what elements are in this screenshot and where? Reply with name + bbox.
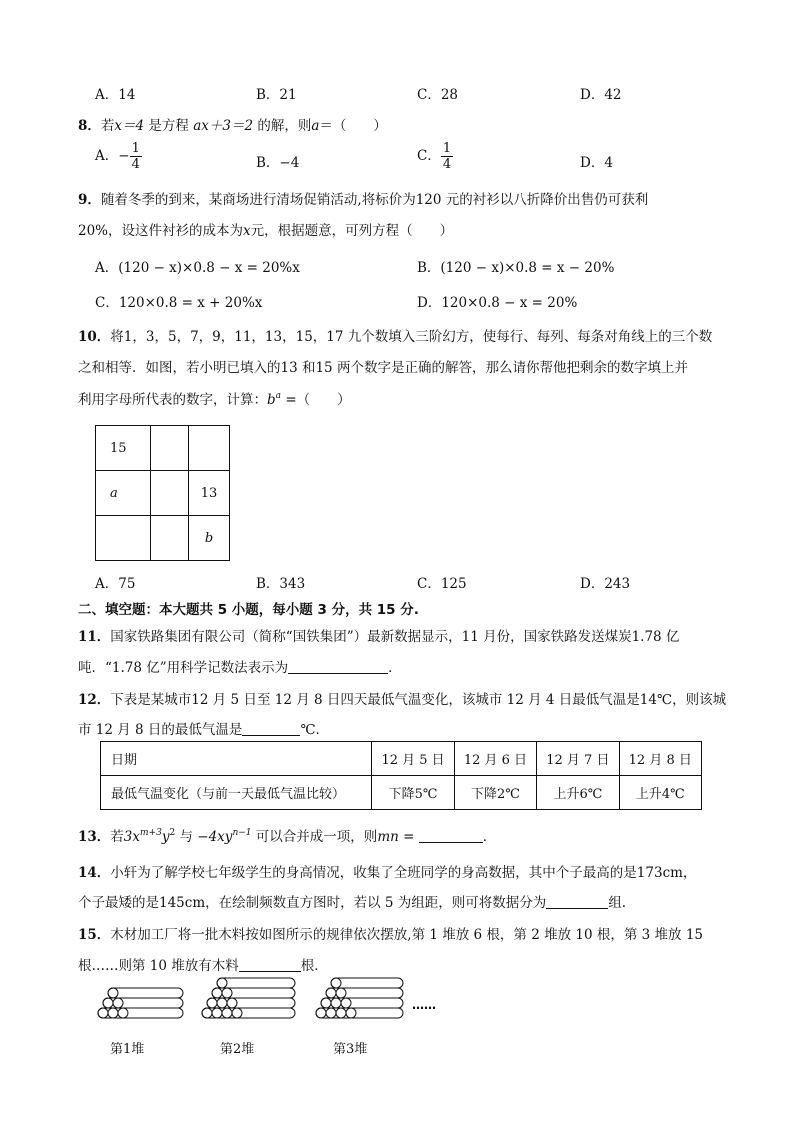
- log-end: [212, 988, 222, 998]
- q9-text-1: 随着冬季的到来，某商场进行清场促销活动,将标价为120 元的衬衫以八折降价出售仍可获利: [100, 192, 649, 208]
- q9-var: x: [243, 223, 251, 239]
- q7-option-d: D．42: [580, 87, 622, 103]
- q12-text-end: ℃．: [300, 722, 330, 738]
- log: [212, 988, 295, 998]
- q10-line-2: 之和相等．如图，若小明已填入的13 和15 两个数字是正确的解答，那么请你帮他把剩余的数字填上并: [78, 360, 688, 376]
- q8-option-c-prefix: C．: [417, 148, 441, 164]
- log-end: [227, 998, 237, 1008]
- q11-answer-blank[interactable]: [288, 661, 388, 674]
- q8-option-c-fraction: [441, 141, 453, 172]
- q12-text-1: 下表是某城市12 月 5 日至 12 月 8 日四天最低气温变化，该城市 12 月 4 日最低气温是14℃，则该城: [110, 692, 727, 708]
- q13-mn: mn: [377, 829, 399, 845]
- log: [108, 988, 183, 998]
- q11-line-2: [78, 656, 402, 676]
- q8-c-numerator: 1: [442, 141, 452, 156]
- log: [202, 1008, 295, 1018]
- log-end: [222, 1008, 232, 1018]
- q9-option-d: D．120×0.8 − x = 20%: [417, 295, 578, 311]
- log-end: [341, 998, 351, 1008]
- q13-number: 13．: [78, 829, 111, 845]
- log-end: [108, 988, 118, 998]
- log: [331, 978, 403, 988]
- q14-answer-blank[interactable]: [546, 896, 608, 909]
- log-end: [331, 978, 341, 988]
- q10-expr-exponent: a: [275, 391, 282, 401]
- q8-text-pre: 若: [100, 118, 115, 134]
- log: [207, 998, 295, 1008]
- q14-text-2: 个子最矮的是145cm，在绘制频数直方图时，若以 5 为组距，则可将数据分为: [78, 895, 547, 911]
- log-end: [207, 998, 217, 1008]
- q13-answer-blank[interactable]: [419, 830, 483, 843]
- log-pile-3: [316, 978, 403, 1018]
- temperature-table-header-cell: 日期: [101, 742, 372, 776]
- log: [217, 978, 295, 988]
- q8-var: a: [311, 118, 320, 134]
- q10-option-a: A．75: [95, 576, 136, 592]
- q10-option-c: C．125: [417, 576, 467, 592]
- log-pile-1: [98, 988, 183, 1018]
- q9-line-1: [78, 188, 648, 208]
- section-2-heading: 二、填空题：本大题共 5 小题，每小题 3 分，共 15 分.: [78, 602, 419, 618]
- q9-option-b: B．(120 − x)×0.8 = x − 20%: [417, 260, 615, 276]
- q12-answer-blank[interactable]: [242, 723, 300, 736]
- q13-term-1: 3x: [123, 829, 140, 845]
- log-end: [108, 1008, 118, 1018]
- continuation-dots: ……: [412, 998, 436, 1012]
- log-end: [326, 1008, 336, 1018]
- log-end: [326, 988, 336, 998]
- log-end: [212, 1008, 222, 1018]
- temperature-table-header-cell: 12 月 6 日: [454, 742, 536, 776]
- q13-pre: 若: [110, 829, 124, 845]
- log-end: [336, 988, 346, 998]
- q8-c-denominator: 4: [442, 157, 452, 172]
- q8-a-numerator: 1: [131, 141, 140, 156]
- q15-line-1: [78, 923, 703, 943]
- q14-number: 14．: [78, 865, 111, 881]
- log-end: [202, 1008, 212, 1018]
- q10-line-1: [78, 325, 712, 345]
- log-end: [113, 998, 123, 1008]
- temperature-table-header-cell: 12 月 8 日: [619, 742, 701, 776]
- log-end: [232, 1008, 242, 1018]
- log-end: [331, 998, 341, 1008]
- log-end: [118, 1008, 128, 1018]
- q9-text-2a: 20%，设这件衬衫的成本为: [78, 223, 244, 239]
- magic-square-cell: [150, 516, 188, 561]
- log-end: [98, 1008, 108, 1018]
- magic-square-cell: 13: [189, 471, 230, 516]
- magic-square-cell: 15: [96, 426, 151, 471]
- q11-text-end: ．: [388, 660, 402, 676]
- q8-equation-2: ax＋3＝2: [193, 118, 254, 134]
- q8-text-mid: 是方程: [144, 118, 194, 134]
- q13-end-2: ．: [482, 829, 497, 845]
- q10-text-3: 利用字母所代表的数字，计算：: [78, 392, 267, 408]
- log-end: [336, 1008, 346, 1018]
- q10-line-3: [78, 388, 351, 408]
- q11-text-1: 国家铁路集团有限公司（简称“国铁集团”）最新数据显示，11 月份，国家铁路发送煤炭1.78 亿: [110, 629, 680, 645]
- q9-text-2b: 元，根据题意，可列方程（ ）: [250, 223, 454, 239]
- q12-number: 12．: [78, 692, 111, 708]
- q8-option-d: D．4: [580, 155, 613, 171]
- q14-line-2: [78, 891, 626, 911]
- log-end: [103, 998, 113, 1008]
- log-end: [217, 978, 227, 988]
- q8-stem: [78, 114, 387, 134]
- magic-square-cell: b: [189, 516, 230, 561]
- log-piles-figure: [90, 975, 450, 1045]
- magic-square-cell: [150, 471, 188, 516]
- q15-text-2: 根……则第 10 堆放有木料: [78, 958, 239, 974]
- q7-option-c: C．28: [417, 87, 459, 103]
- q7-option-a: A．14: [95, 87, 136, 103]
- q14-text-end: 组.: [608, 895, 627, 911]
- q11-line-1: [78, 625, 679, 645]
- log-end: [346, 1008, 356, 1018]
- temperature-table-cell: 下降5℃: [372, 776, 454, 810]
- magic-square-cell: [96, 516, 151, 561]
- q10-number: 10．: [78, 329, 111, 345]
- q14-line-1: [78, 861, 696, 881]
- q7-option-b: B．21: [256, 87, 297, 103]
- temperature-table-cell: 下降2℃: [454, 776, 536, 810]
- q13-mid: 与: [175, 829, 198, 845]
- pile-label-2: 第2堆: [220, 1042, 255, 1057]
- q13-term-1-exponent: m+3: [140, 828, 162, 838]
- log: [316, 1008, 403, 1018]
- temperature-table-header-cell: 12 月 7 日: [537, 742, 619, 776]
- magic-square: [95, 425, 230, 561]
- q15-number: 15．: [78, 927, 111, 943]
- temperature-table-cell: 上升6℃: [537, 776, 619, 810]
- pile-label-3: 第3堆: [333, 1042, 368, 1057]
- log-end: [217, 998, 227, 1008]
- q9-option-c: C．120×0.8 = x + 20%x: [95, 295, 263, 311]
- log-end: [222, 988, 232, 998]
- q8-equation-1: x＝4: [114, 118, 145, 134]
- q10-option-d: D．243: [580, 576, 631, 592]
- q12-text-2: 市 12 月 8 日的最低气温是: [78, 722, 243, 738]
- q13-term-1-y-exponent: 2: [169, 828, 176, 838]
- temperature-table-cell: 最低气温变化（与前一天最低气温比较）: [101, 776, 372, 810]
- q8-option-c: [417, 141, 453, 172]
- q9-option-a: A．(120 − x)×0.8 − x = 20%x: [95, 260, 300, 276]
- log-pile-2: [202, 978, 295, 1018]
- magic-square-cell: a: [96, 471, 151, 516]
- temperature-table-cell: 上升4℃: [619, 776, 701, 810]
- log-end: [321, 998, 331, 1008]
- q12-line-2: [78, 718, 329, 738]
- q10-expr-base: b: [267, 392, 276, 408]
- q8-option-a: [95, 141, 142, 172]
- q10-option-b: B．343: [256, 576, 306, 592]
- q10-expr-end: =（ ）: [281, 392, 351, 408]
- q8-number: 8．: [78, 118, 101, 134]
- log: [98, 1008, 183, 1018]
- q13-end: =: [398, 829, 419, 845]
- q11-number: 11．: [78, 629, 111, 645]
- q15-answer-blank[interactable]: [239, 959, 301, 972]
- temperature-table: [100, 741, 702, 810]
- log: [321, 998, 403, 1008]
- q10-text-1: 将1，3，5，7，9，11，13，15，17 九个数填入三阶幻方，使每行、每列、每条对角线上的三个数: [110, 329, 713, 345]
- q11-text-2: 吨．“1.78 亿”用科学记数法表示为: [78, 660, 289, 676]
- q8-a-denominator: 4: [131, 157, 140, 172]
- q8-option-a-prefix: A．−: [95, 148, 130, 164]
- q15-line-2: [78, 954, 328, 974]
- log-end: [316, 1008, 326, 1018]
- q9-line-2: [78, 219, 453, 239]
- q13-post: 可以合并成一项，则: [251, 829, 378, 845]
- magic-square-cell: [189, 426, 230, 471]
- q8-text-end: ＝（ ）: [319, 118, 387, 134]
- magic-square-cell: [150, 426, 188, 471]
- q15-text-end: 根．: [300, 958, 328, 974]
- temperature-table-header-cell: 12 月 5 日: [372, 742, 454, 776]
- q8-option-b: B．−4: [256, 155, 300, 171]
- pile-label-1: 第1堆: [110, 1042, 145, 1057]
- q9-number: 9．: [78, 192, 101, 208]
- q8-text-post: 的解，则: [253, 118, 312, 134]
- q14-text-1: 小轩为了解学校七年级学生的身高情况，收集了全班同学的身高数据，其中个子最高的是173cm，: [110, 865, 697, 881]
- q13-term-2: −4xy: [197, 829, 233, 845]
- q13-stem: [78, 825, 496, 845]
- q8-option-a-fraction: [130, 141, 142, 172]
- q13-term-1-y: y: [161, 829, 170, 845]
- q15-text-1: 木材加工厂将一批木料按如图所示的规律依次摆放,第 1 堆放 6 根，第 2 堆放 10 根，第 3 堆放 15: [110, 927, 704, 943]
- q12-line-1: [78, 688, 726, 708]
- q13-term-2-exponent: n−1: [232, 828, 252, 838]
